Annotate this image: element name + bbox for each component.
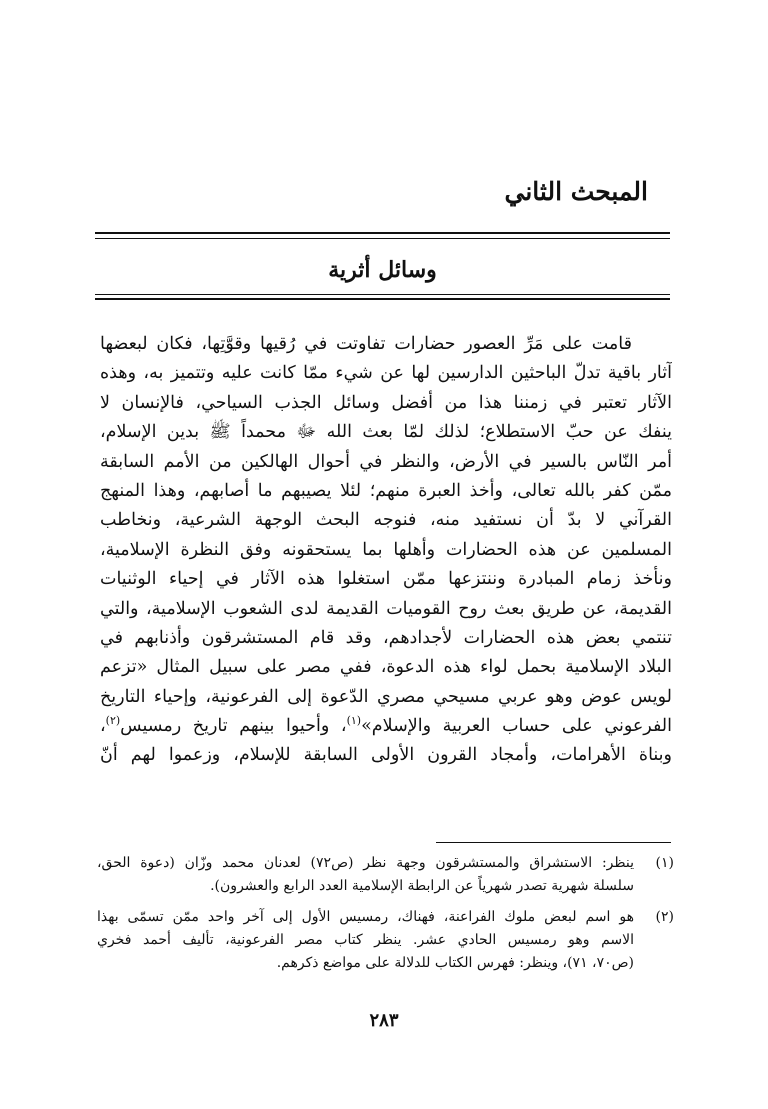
footnote-ref-2[interactable]: (٢) xyxy=(105,714,121,728)
body-line: ممّن كفر بالله تعالى، وأخذ العبرة منهم؛ لئلا يصيبهم ما أصابهم، وهذا المنهج xyxy=(100,480,672,501)
body-line: البلاد الإسلامية بحمل لواء هذه الدعوة، ففي مصر على سبيل المثال «تزعم xyxy=(100,657,672,678)
title-rule-bottom-thick xyxy=(95,298,670,300)
footnote-line: الاسم وهو رمسيس الحادي عشر. ينظر كتاب مصر الفرعونية، تأليف أحمد فخري xyxy=(97,932,634,948)
footnote-line: (ص٧٠، ٧١)، وينظر: فهرس الكتاب للدلالة على مواضع ذكرهم. xyxy=(276,955,634,971)
footnote-number: (٢) xyxy=(655,909,674,925)
footnote-line: سلسلة شهرية تصدر شهرياً عن الرابطة الإسلامية العدد الرابع والعشرون). xyxy=(210,878,634,894)
footnote-item xyxy=(97,852,674,898)
body-line-part: الفرعوني على حساب العربية والإسلام» xyxy=(361,716,672,737)
body-line: ينفك عن حبّ الاستطلاع؛ لذلك لمّا بعث الله ﷻ محمداً ﷺ بدين الإسلام، xyxy=(100,422,672,443)
page-number: ٢٨٣ xyxy=(369,1010,399,1031)
body-line: القرآني لا بدّ أن نستفيد منه، فنوجه البحث الوجهة الشرعية، ونخاطب xyxy=(100,510,672,531)
body-line-part: ، وأحيوا بينهم تاريخ رمسيس xyxy=(120,716,347,737)
title-rule-bottom-thin xyxy=(95,294,670,295)
title-rule-top-thin xyxy=(95,238,670,239)
body-line: القديمة، عن طريق بعث روح القوميات القديمة لدى الشعوب الإسلامية، والتي xyxy=(100,598,672,619)
section-title: المبحث الثاني xyxy=(504,177,648,206)
body-paragraph xyxy=(100,330,672,771)
footnote-number: (١) xyxy=(655,855,674,871)
footnote-line: ينظر: الاستشراق والمستشرقون وجهة نظر (ص٧٢) لعدنان محمد وزّان (دعوة الحق، xyxy=(97,855,634,871)
body-line: قامت على مَرِّ العصور حضارات تفاوتت في رُقيها وقوَّتِها، فكان لبعضها xyxy=(100,334,632,354)
subtitle: وسائل أثرية xyxy=(328,257,437,283)
footnote-line: هو اسم لبعض ملوك الفراعنة، فهناك، رمسيس الأول إلى آخر واحد ممّن تسمّى بهذا xyxy=(97,909,634,925)
body-line: ونأخذ زمام المبادرة وننتزعها ممّن استغلوا هذه الآثار في إحياء الوثنيات xyxy=(100,569,672,590)
body-line: أمر النّاس بالسير في الأرض، والنظر في أحوال الهالكين من الأمم السابقة xyxy=(100,451,672,472)
body-line: المسلمين عن هذه الحضارات وأهلها بما يستحقونه وفق النظرة الإسلامية، xyxy=(100,539,672,560)
body-line: تنتمي بعض هذه الحضارات لأجدادهم، وقد قام المستشرقون وأذنابهم في xyxy=(100,627,672,648)
body-line-with-notes: الفرعوني على حساب العربية والإسلام»$^{(١)}$، وأحيوا بينهم تاريخ رمسيس$^{(٢)}$، xyxy=(100,714,672,737)
footnote-separator xyxy=(436,842,671,843)
footnote-ref-1[interactable]: (١) xyxy=(346,714,362,728)
body-line: آثار باقية تدلّ الباحثين الدارسين لها عن شيء ممّا كانت عليه وتتميز به، وهذه xyxy=(100,363,672,384)
title-rule-top-thick xyxy=(95,232,670,234)
body-line: لويس عوض وهو عربي مسيحي مصري الدّعوة إلى الفرعونية، وإحياء التاريخ xyxy=(100,686,672,707)
body-line: الآثار تعتبر في زمننا هذا من أفضل وسائل الجذب السياحي، فالإنسان لا xyxy=(100,392,672,413)
footnotes-list xyxy=(97,852,674,983)
body-line: وبناة الأهرامات، وأمجاد القرون الأولى السابقة للإسلام، وزعموا لهم أنّ xyxy=(100,745,672,766)
footnote-item xyxy=(97,906,674,975)
